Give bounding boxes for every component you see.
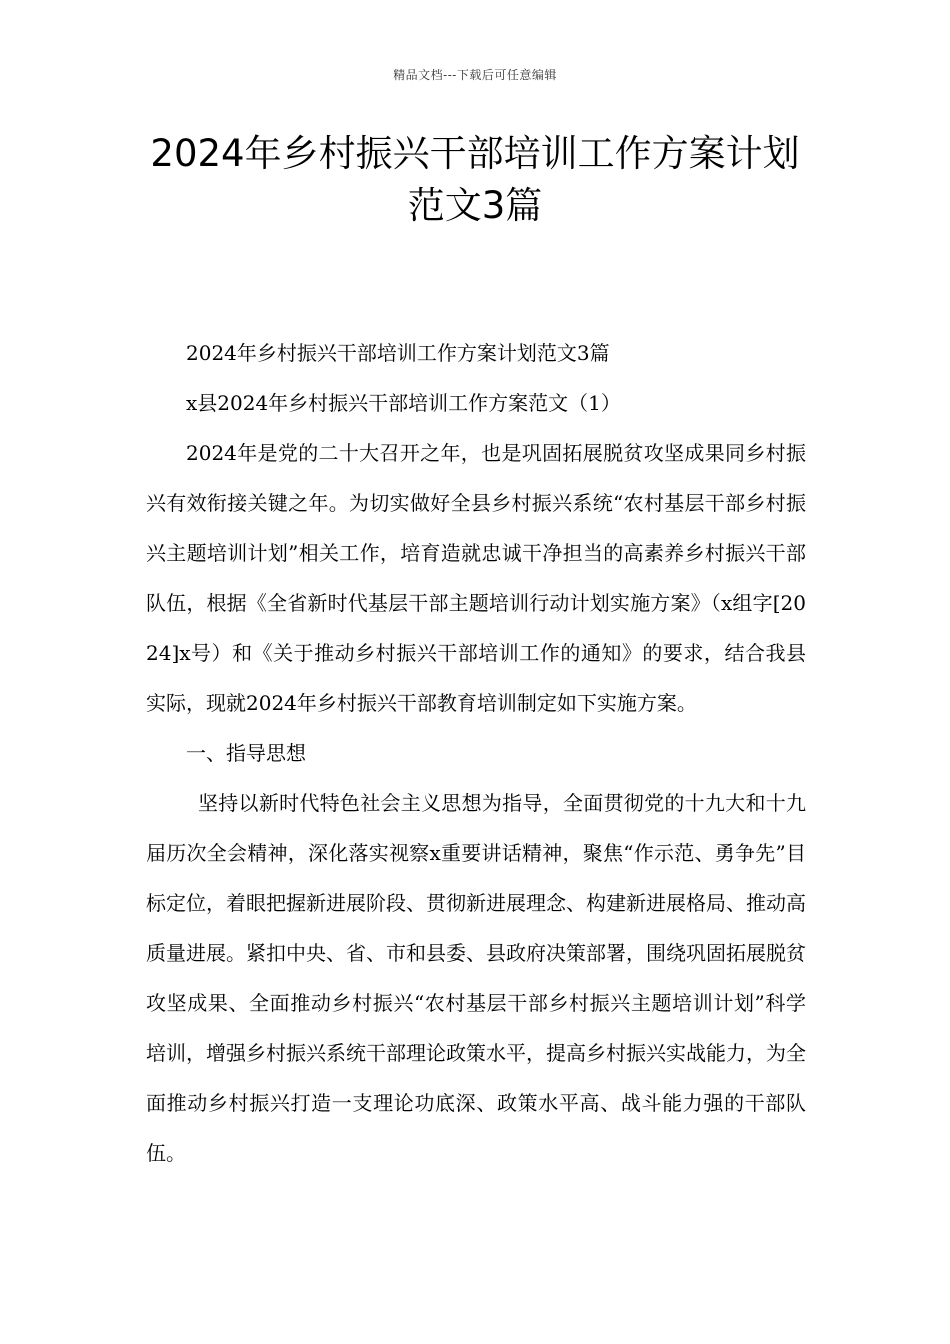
title-line-1: 2024年乡村振兴干部培训工作方案计划	[150, 132, 800, 175]
document-body	[146, 328, 806, 1178]
document-title	[120, 128, 830, 232]
title-line-2: 范文3篇	[407, 184, 543, 227]
section-heading-paragraph: x县2024年乡村振兴干部培训工作方案范文（1）	[186, 391, 621, 415]
intro-paragraph: 2024年是党的二十大召开之年，也是巩固拓展脱贫攻坚成果同乡村振兴有效衔接关键之年。为切实做好全县乡村振兴系统“农村基层干部乡村振兴主题培训计划”相关工作，培育造就忠诚干净担当的高素养乡村振兴干部队伍，根据《全省新时代基层干部主题培训行动计划实施方案》（x组字[2024]x号）和《关于推动乡村振兴干部培训工作的通知》的要求，结合我县实际，现就2024年乡村振兴干部教育培训制定如下实施方案。	[146, 441, 806, 715]
guiding-ideology-heading: 一、指导思想	[186, 741, 306, 765]
guiding-ideology-paragraph: 坚持以新时代特色社会主义思想为指导，全面贯彻党的十九大和十九届历次全会精神，深化落实视察x重要讲话精神，聚焦“作示范、勇争先”目标定位，着眼把握新进展阶段、贯彻新进展理念、构建新进展格局、推动高质量进展。紧扣中央、省、市和县委、县政府决策部署，围绕巩固拓展脱贫攻坚成果、全面推动乡村振兴“农村基层干部乡村振兴主题培训计划”科学培训，增强乡村振兴系统干部理论政策水平，提高乡村振兴实战能力，为全面推动乡村振兴打造一支理论功底深、政策水平高、战斗能力强的干部队伍。	[146, 791, 806, 1165]
header-note: 精品文档---下载后可任意编辑	[393, 68, 557, 82]
subtitle-paragraph: 2024年乡村振兴干部培训工作方案计划范文3篇	[186, 341, 610, 365]
